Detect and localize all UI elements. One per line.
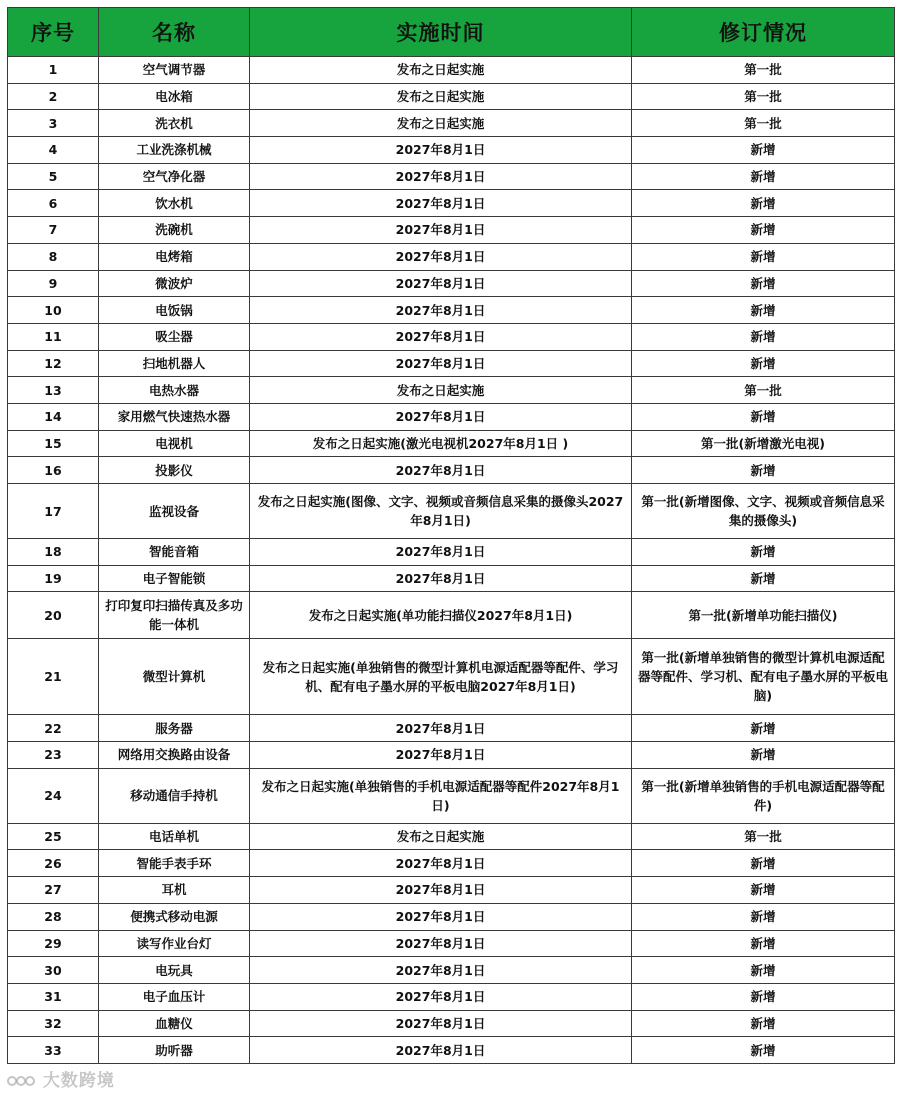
- cell-revision: 新增: [632, 297, 895, 324]
- table-row: [8, 163, 895, 190]
- cell-name: 工业洗涤机械: [99, 137, 250, 164]
- cell-index: 27: [8, 877, 99, 904]
- table-row: [8, 83, 895, 110]
- table-row: [8, 1010, 895, 1037]
- cell-implementation-time: 2027年8月1日: [250, 403, 632, 430]
- cell-index: 33: [8, 1037, 99, 1064]
- table-row: [8, 297, 895, 324]
- table-row: [8, 457, 895, 484]
- cell-index: 19: [8, 565, 99, 592]
- cell-implementation-time: 2027年8月1日: [250, 539, 632, 566]
- cell-implementation-time: 发布之日起实施(单独销售的手机电源适配器等配件2027年8月1日): [250, 768, 632, 823]
- cell-implementation-time: 2027年8月1日: [250, 983, 632, 1010]
- cell-implementation-time: 2027年8月1日: [250, 163, 632, 190]
- table-row: [8, 137, 895, 164]
- cell-name: 服务器: [99, 715, 250, 742]
- cell-revision: 新增: [632, 190, 895, 217]
- cell-revision: 新增: [632, 930, 895, 957]
- cell-name: 智能手表手环: [99, 850, 250, 877]
- header-revision: 修订情况: [632, 8, 895, 57]
- table-row: [8, 768, 895, 823]
- cell-index: 7: [8, 217, 99, 244]
- cell-revision: 新增: [632, 1037, 895, 1064]
- cell-index: 18: [8, 539, 99, 566]
- cell-index: 11: [8, 323, 99, 350]
- cell-name: 电视机: [99, 430, 250, 457]
- cell-index: 29: [8, 930, 99, 957]
- cell-name: 读写作业台灯: [99, 930, 250, 957]
- cell-revision: 新增: [632, 1010, 895, 1037]
- cell-revision: 第一批(新增图像、文字、视频或音频信息采集的摄像头): [632, 484, 895, 539]
- cell-revision: 新增: [632, 457, 895, 484]
- cell-implementation-time: 发布之日起实施: [250, 110, 632, 137]
- cell-name: 空气调节器: [99, 57, 250, 84]
- cell-index: 32: [8, 1010, 99, 1037]
- table-row: [8, 484, 895, 539]
- cell-implementation-time: 2027年8月1日: [250, 297, 632, 324]
- cell-name: 投影仪: [99, 457, 250, 484]
- cell-index: 16: [8, 457, 99, 484]
- table-row: [8, 639, 895, 715]
- watermark-logo-icon: [6, 1073, 36, 1089]
- cell-name: 电热水器: [99, 377, 250, 404]
- table-row: [8, 377, 895, 404]
- cell-implementation-time: 2027年8月1日: [250, 565, 632, 592]
- cell-name: 扫地机器人: [99, 350, 250, 377]
- cell-revision: 第一批(新增单独销售的手机电源适配器等配件): [632, 768, 895, 823]
- table-row: [8, 565, 895, 592]
- cell-implementation-time: 2027年8月1日: [250, 903, 632, 930]
- cell-revision: 新增: [632, 163, 895, 190]
- header-index: 序号: [8, 8, 99, 57]
- cell-implementation-time: 2027年8月1日: [250, 715, 632, 742]
- cell-revision: 第一批(新增单独销售的微型计算机电源适配器等配件、学习机、配有电子墨水屏的平板电脑): [632, 639, 895, 715]
- cell-index: 21: [8, 639, 99, 715]
- cell-implementation-time: 2027年8月1日: [250, 190, 632, 217]
- cell-name: 智能音箱: [99, 539, 250, 566]
- table-row: [8, 243, 895, 270]
- cell-revision: 新增: [632, 137, 895, 164]
- cell-index: 15: [8, 430, 99, 457]
- cell-name: 洗衣机: [99, 110, 250, 137]
- table-row: [8, 190, 895, 217]
- cell-index: 9: [8, 270, 99, 297]
- cell-implementation-time: 发布之日起实施: [250, 377, 632, 404]
- cell-revision: 第一批: [632, 83, 895, 110]
- table-row: [8, 592, 895, 639]
- cell-index: 4: [8, 137, 99, 164]
- table-row: [8, 850, 895, 877]
- cell-name: 饮水机: [99, 190, 250, 217]
- cell-index: 24: [8, 768, 99, 823]
- cell-index: 13: [8, 377, 99, 404]
- cell-index: 2: [8, 83, 99, 110]
- cell-name: 电子血压计: [99, 983, 250, 1010]
- header-row: [8, 8, 895, 57]
- cell-revision: 新增: [632, 715, 895, 742]
- cell-revision: 第一批: [632, 110, 895, 137]
- cell-name: 微型计算机: [99, 639, 250, 715]
- cell-index: 25: [8, 823, 99, 850]
- cell-index: 5: [8, 163, 99, 190]
- cell-name: 家用燃气快速热水器: [99, 403, 250, 430]
- cell-revision: 新增: [632, 957, 895, 984]
- cell-index: 1: [8, 57, 99, 84]
- cell-name: 电烤箱: [99, 243, 250, 270]
- cell-name: 吸尘器: [99, 323, 250, 350]
- cell-revision: 新增: [632, 243, 895, 270]
- cell-name: 电话单机: [99, 823, 250, 850]
- cell-implementation-time: 2027年8月1日: [250, 350, 632, 377]
- cell-index: 8: [8, 243, 99, 270]
- table-row: [8, 983, 895, 1010]
- cell-implementation-time: 2027年8月1日: [250, 1010, 632, 1037]
- table-row: [8, 323, 895, 350]
- cell-implementation-time: 2027年8月1日: [250, 1037, 632, 1064]
- cell-implementation-time: 2027年8月1日: [250, 137, 632, 164]
- cell-name: 网络用交换路由设备: [99, 742, 250, 769]
- cell-name: 洗碗机: [99, 217, 250, 244]
- header-implementation-time: 实施时间: [250, 8, 632, 57]
- cell-implementation-time: 发布之日起实施(单独销售的微型计算机电源适配器等配件、学习机、配有电子墨水屏的平板电脑2027年8月1日): [250, 639, 632, 715]
- cell-implementation-time: 2027年8月1日: [250, 850, 632, 877]
- cell-revision: 新增: [632, 983, 895, 1010]
- cell-index: 22: [8, 715, 99, 742]
- cell-implementation-time: 发布之日起实施: [250, 83, 632, 110]
- cell-revision: 新增: [632, 565, 895, 592]
- cell-implementation-time: 2027年8月1日: [250, 957, 632, 984]
- table-row: [8, 715, 895, 742]
- table-row: [8, 270, 895, 297]
- cell-index: 23: [8, 742, 99, 769]
- table-row: [8, 350, 895, 377]
- table-row: [8, 877, 895, 904]
- table-body: [8, 57, 895, 1064]
- cell-implementation-time: 发布之日起实施: [250, 57, 632, 84]
- cell-name: 电子智能锁: [99, 565, 250, 592]
- cell-index: 31: [8, 983, 99, 1010]
- cell-name: 移动通信手持机: [99, 768, 250, 823]
- table-header: [8, 8, 895, 57]
- cell-index: 14: [8, 403, 99, 430]
- table-row: [8, 957, 895, 984]
- cell-index: 26: [8, 850, 99, 877]
- cell-name: 血糖仪: [99, 1010, 250, 1037]
- cell-index: 20: [8, 592, 99, 639]
- cell-index: 17: [8, 484, 99, 539]
- cell-implementation-time: 发布之日起实施(单功能扫描仪2027年8月1日): [250, 592, 632, 639]
- cell-implementation-time: 2027年8月1日: [250, 457, 632, 484]
- cell-index: 12: [8, 350, 99, 377]
- table-row: [8, 1037, 895, 1064]
- cell-implementation-time: 发布之日起实施(激光电视机2027年8月1日 ): [250, 430, 632, 457]
- watermark: [6, 1066, 115, 1091]
- cell-index: 10: [8, 297, 99, 324]
- table-row: [8, 930, 895, 957]
- cell-index: 28: [8, 903, 99, 930]
- cell-revision: 新增: [632, 270, 895, 297]
- table-row: [8, 539, 895, 566]
- cell-name: 监视设备: [99, 484, 250, 539]
- cell-implementation-time: 2027年8月1日: [250, 877, 632, 904]
- cell-revision: 新增: [632, 403, 895, 430]
- table-row: [8, 742, 895, 769]
- header-name: 名称: [99, 8, 250, 57]
- cell-revision: 新增: [632, 350, 895, 377]
- cell-revision: 新增: [632, 850, 895, 877]
- cell-revision: 新增: [632, 742, 895, 769]
- cell-revision: 新增: [632, 877, 895, 904]
- cell-revision: 新增: [632, 903, 895, 930]
- cell-name: 电冰箱: [99, 83, 250, 110]
- cell-index: 30: [8, 957, 99, 984]
- cell-name: 空气净化器: [99, 163, 250, 190]
- cell-revision: 新增: [632, 323, 895, 350]
- standards-table: [7, 7, 895, 1064]
- table-row: [8, 110, 895, 137]
- standards-table-container: [7, 7, 894, 1064]
- cell-implementation-time: 发布之日起实施(图像、文字、视频或音频信息采集的摄像头2027年8月1日): [250, 484, 632, 539]
- cell-revision: 新增: [632, 539, 895, 566]
- cell-name: 微波炉: [99, 270, 250, 297]
- cell-implementation-time: 2027年8月1日: [250, 930, 632, 957]
- table-row: [8, 403, 895, 430]
- table-row: [8, 903, 895, 930]
- cell-implementation-time: 2027年8月1日: [250, 243, 632, 270]
- cell-name: 助听器: [99, 1037, 250, 1064]
- cell-revision: 第一批(新增单功能扫描仪): [632, 592, 895, 639]
- cell-revision: 第一批: [632, 823, 895, 850]
- cell-name: 打印复印扫描传真及多功能一体机: [99, 592, 250, 639]
- cell-revision: 第一批: [632, 377, 895, 404]
- cell-implementation-time: 发布之日起实施: [250, 823, 632, 850]
- table-row: [8, 217, 895, 244]
- cell-revision: 新增: [632, 217, 895, 244]
- table-row: [8, 430, 895, 457]
- cell-index: 6: [8, 190, 99, 217]
- cell-name: 耳机: [99, 877, 250, 904]
- cell-revision: 第一批: [632, 57, 895, 84]
- table-row: [8, 823, 895, 850]
- table-row: [8, 57, 895, 84]
- cell-name: 电饭锅: [99, 297, 250, 324]
- watermark-text: 大数跨境: [42, 1071, 115, 1091]
- cell-implementation-time: 2027年8月1日: [250, 323, 632, 350]
- cell-revision: 第一批(新增激光电视): [632, 430, 895, 457]
- cell-name: 便携式移动电源: [99, 903, 250, 930]
- cell-implementation-time: 2027年8月1日: [250, 217, 632, 244]
- cell-implementation-time: 2027年8月1日: [250, 742, 632, 769]
- cell-name: 电玩具: [99, 957, 250, 984]
- cell-implementation-time: 2027年8月1日: [250, 270, 632, 297]
- cell-index: 3: [8, 110, 99, 137]
